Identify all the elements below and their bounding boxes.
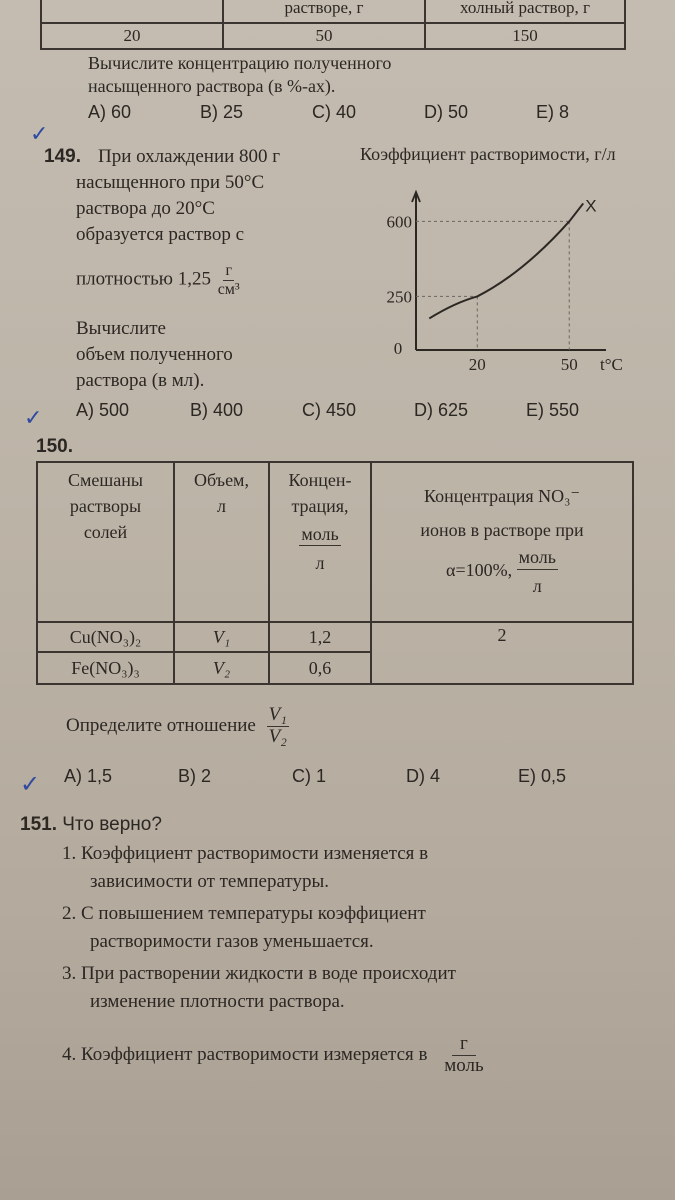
q150-table — [36, 461, 634, 685]
answer-option[interactable]: D) 625 — [414, 400, 469, 420]
q148-text-line: насыщенного раствора (в %-ах). — [88, 76, 336, 96]
y-tick-label: 600 — [386, 212, 412, 232]
answer-option[interactable]: A) 60 — [88, 102, 132, 122]
q149-text-line: насыщенного при 50°С — [76, 172, 265, 193]
table-header-concentration: Концен- трация, $\frac{\text{моль}}{л}$ — [269, 462, 371, 622]
q151-header: 151. Что верно? — [20, 814, 162, 835]
x-tick-label: 20 — [468, 355, 486, 374]
x-tick-label: 50 — [560, 355, 578, 374]
unit-fraction: $\frac{\text{моль}}{л}$ — [301, 524, 339, 573]
top-table-header: холный раствор, г — [425, 0, 625, 23]
top-table — [40, 0, 626, 50]
top-table-header: растворе, г — [223, 0, 425, 23]
answer-option[interactable]: B) 2 — [178, 766, 212, 786]
top-table-cell: 50 — [223, 23, 425, 49]
q151-statement-line: 3. При растворении жидкости в воде происходит — [62, 963, 456, 984]
table-cell-salt: Cu(NO₃)₂ — [37, 622, 174, 652]
density-unit-fraction: $\frac{г}{\text{см³}}$ — [217, 262, 240, 298]
unit-fraction: $\frac{г}{\text{моль}}$ — [444, 1033, 484, 1076]
answer-option[interactable]: C) 450 — [302, 400, 357, 420]
y-tick-label: 250 — [386, 287, 412, 307]
answer-option[interactable]: E) 8 — [536, 102, 570, 122]
x-axis-label: t°C — [600, 355, 623, 374]
pen-checkmark-icon: ✓ — [24, 406, 43, 431]
answer-option[interactable]: A) 1,5 — [64, 766, 113, 786]
q149-text-line: плотностью 1,25 — [76, 268, 211, 290]
table-cell-volume: V₁ — [174, 622, 269, 652]
unit-fraction: $\frac{\text{моль}}{л}$ — [518, 547, 556, 596]
top-table-cell: 150 — [425, 23, 625, 49]
q151-statement-line: растворимости газов уменьшается. — [90, 931, 374, 952]
series-label-x: X — [585, 196, 597, 216]
solubility-chart — [360, 186, 630, 376]
series-line-x — [429, 203, 583, 318]
q150-question: Определите отношение — [66, 714, 256, 736]
q149-text-line: раствора до 20°С — [76, 198, 215, 219]
table-cell-conc: 0,6 — [269, 652, 371, 684]
q149-answers — [76, 400, 579, 421]
table-cell-volume: V₂ — [174, 652, 269, 684]
table-header-salts: Смешаны растворы солей — [37, 462, 174, 622]
q151-statement-line: 1. Коэффициент растворимости изменяется в — [62, 843, 429, 864]
pen-checkmark-icon: ✓ — [20, 770, 41, 798]
q149-text-line: образуется раствор с — [76, 224, 245, 245]
answer-option[interactable]: A) 500 — [76, 400, 130, 420]
top-table-cell: 20 — [41, 23, 223, 49]
answer-option[interactable]: D) 4 — [406, 766, 441, 786]
q149-density-line — [76, 262, 242, 298]
q149-text-line: При охлаждении 800 г — [98, 146, 281, 167]
q151-statement-line: зависимости от температуры. — [90, 871, 330, 892]
answer-option[interactable]: E) 550 — [526, 400, 580, 420]
answer-option[interactable]: B) 25 — [200, 102, 244, 122]
q149-text-line: Вычислите — [76, 318, 166, 339]
q150-answers — [64, 766, 566, 787]
pen-checkmark-icon: ✓ — [30, 122, 49, 147]
table-header-nitrate: Концентрация NO₃⁻ ионов в растворе при α=100%, $\frac{\text{моль}}{л}$ — [371, 462, 633, 622]
q149-text-line: раствора (в мл). — [76, 370, 205, 391]
answer-option[interactable]: E) 0,5 — [518, 766, 567, 786]
q151-statement-line: 2. С повышением температуры коэффициент — [62, 903, 426, 924]
answer-option[interactable]: D) 50 — [424, 102, 469, 122]
answer-option[interactable]: C) 1 — [292, 766, 327, 786]
x-tick-label: 0 — [393, 339, 403, 358]
question-number: 149. — [44, 146, 81, 167]
q151-statement-line: 4. Коэффициент растворимости измеряется в $\frac{г}{\text{моль}}$ — [62, 1033, 484, 1076]
answer-option[interactable]: C) 40 — [312, 102, 357, 122]
question-number: 150. — [36, 436, 73, 457]
q148-answers — [88, 102, 569, 123]
table-cell-nitrate: 2 — [371, 622, 633, 684]
table-cell-conc: 1,2 — [269, 622, 371, 652]
q148-text-line: Вычислите концентрацию полученного — [88, 53, 392, 73]
table-cell-salt: Fe(NO₃)₃ — [37, 652, 174, 684]
q151-statement-line: изменение плотности раствора. — [90, 991, 345, 1012]
chart-title-line: Коэффициент растворимости, г/л — [360, 144, 616, 164]
table-header-volume: Объем, л — [174, 462, 269, 622]
q149-text-line: объем полученного — [76, 344, 233, 365]
answer-option[interactable]: B) 400 — [190, 400, 244, 420]
q150-question-line — [66, 705, 289, 748]
ratio-fraction: $\frac{\text{V₁}}{\text{V₂}}$ — [268, 704, 287, 747]
